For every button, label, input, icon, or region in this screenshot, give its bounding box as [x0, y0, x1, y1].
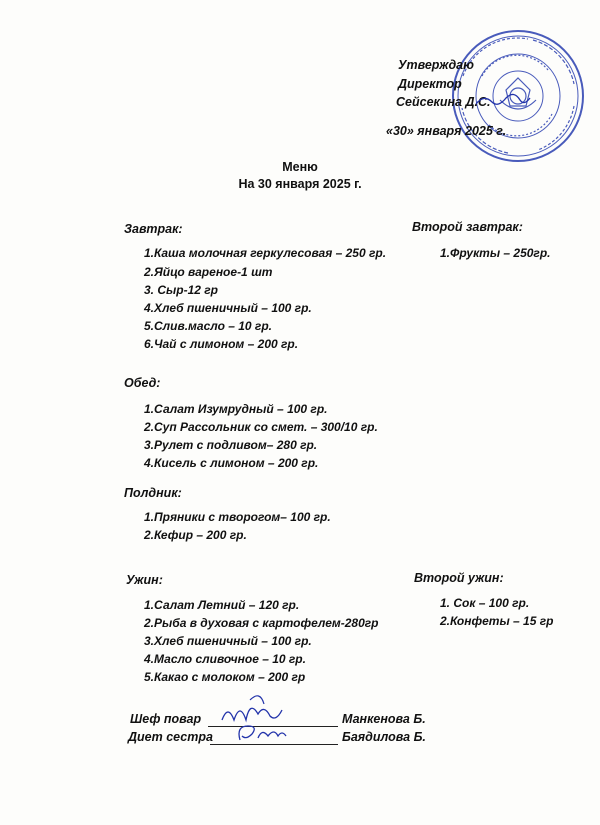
breakfast-item: 4.Хлеб пшеничный – 100 гр.: [144, 301, 312, 315]
lunch-item: 3.Рулет с подливом– 280 гр.: [144, 438, 318, 452]
breakfast-item: 2.Яйцо вареное-1 шт: [144, 265, 273, 279]
page-subtitle: На 30 января 2025 г.: [238, 177, 362, 191]
dinner-item: 3.Хлеб пшеничный – 100 гр.: [144, 634, 312, 648]
second-breakfast-item: 1.Фрукты – 250гр.: [440, 246, 551, 260]
lunch-item: 1.Салат Изумрудный – 100 гр.: [144, 402, 328, 416]
diet-name: Баядилова Б.: [342, 730, 426, 744]
second-dinner-title: Второй ужин:: [414, 571, 504, 585]
approval-line-1: Утверждаю: [398, 58, 474, 72]
dinner-item: 4.Масло сливочное – 10 гр.: [144, 652, 306, 666]
lunch-item: 4.Кисель с лимоном – 200 гр.: [144, 456, 319, 470]
diet-role: Диет сестра: [128, 730, 213, 744]
breakfast-title: Завтрак:: [124, 222, 183, 236]
approval-date: «30» января 2025 г.: [386, 124, 507, 138]
approval-line-2: Директор: [398, 77, 462, 91]
breakfast-item: 6.Чай с лимоном – 200 гр.: [144, 337, 299, 351]
dinner-title: Ужин:: [126, 573, 163, 587]
snack-item: 1.Пряники с творогом– 100 гр.: [144, 510, 331, 524]
lunch-title: Обед:: [124, 376, 161, 390]
page-title: Меню: [282, 160, 318, 174]
dinner-item: 5.Какао с молоком – 200 гр: [144, 670, 306, 684]
approval-line-3: Сейсекина Д.С.: [396, 95, 491, 109]
snack-item: 2.Кефир – 200 гр.: [144, 528, 247, 542]
second-breakfast-title: Второй завтрак:: [412, 220, 523, 234]
chef-name: Манкенова Б.: [342, 712, 426, 726]
chef-role: Шеф повар: [130, 712, 202, 726]
breakfast-item: 5.Слив.масло – 10 гр.: [144, 319, 273, 333]
second-dinner-item: 1. Сок – 100 гр.: [440, 596, 530, 610]
snack-title: Полдник:: [124, 486, 182, 500]
dinner-item: 1.Салат Летний – 120 гр.: [144, 598, 300, 612]
dinner-item: 2.Рыба в духовая с картофелем-280гр: [144, 616, 379, 630]
breakfast-item: 3. Сыр-12 гр: [144, 283, 218, 297]
breakfast-item: 1.Каша молочная геркулесовая – 250 гр.: [144, 246, 387, 260]
lunch-item: 2.Суп Рассольник со смет. – 300/10 гр.: [144, 420, 378, 434]
second-dinner-item: 2.Конфеты – 15 гр: [440, 614, 554, 628]
